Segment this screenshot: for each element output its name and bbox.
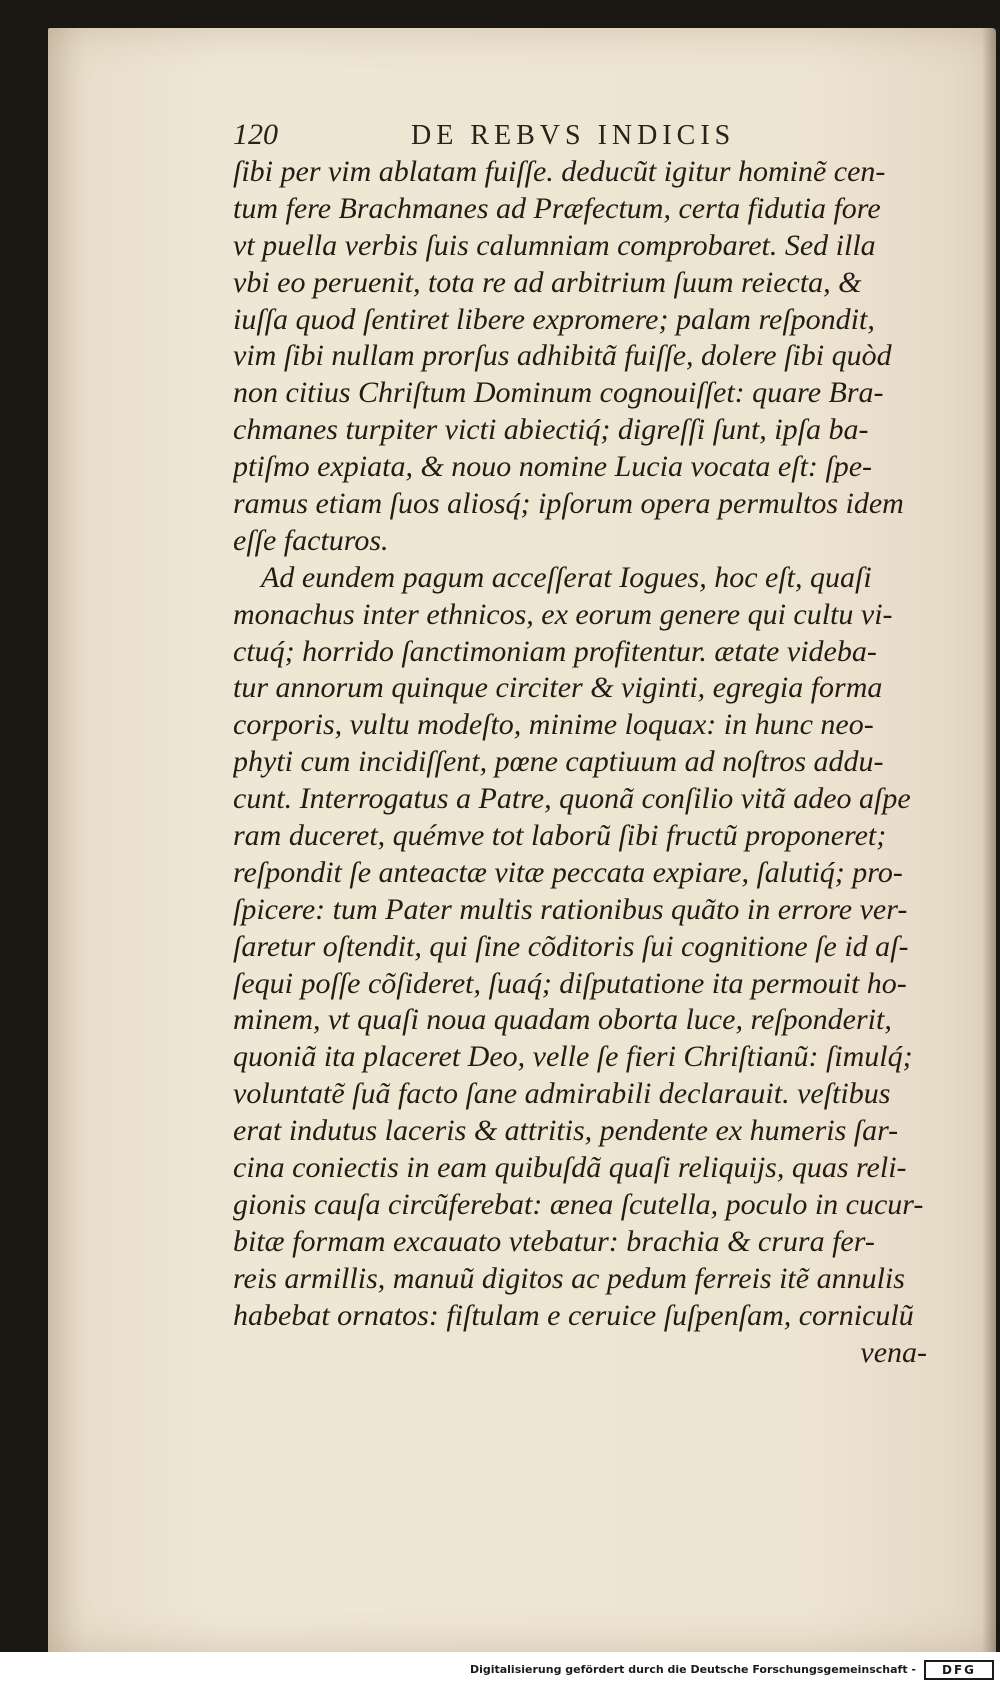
text-line: reſpondit ſe anteactæ vitæ peccata expiare, ſalutiq́; pro-	[233, 855, 903, 889]
text-line: reis armillis, manuũ digitos ac pedum ferreis itẽ annulis	[233, 1261, 905, 1295]
paragraph-start-line: Ad eundem pagum acceſſerat Iogues, hoc eſt, quaſi	[261, 560, 872, 594]
text-line: cunt. Interrogatus a Patre, quonã conſilio vitã adeo aſpe	[233, 782, 911, 816]
text-line: voluntatẽ ſuã facto ſane admirabili declarauit. veſtibus	[233, 1077, 891, 1111]
text-line: bitæ formam excauato vtebatur: brachia & crura fer-	[233, 1224, 875, 1258]
text-line: minem, vt quaſi noua quadam oborta luce, reſponderit,	[233, 1003, 892, 1037]
text-line: erat indutus laceris & attritis, pendente ex humeris ſar-	[233, 1114, 899, 1148]
text-line: vim ſibi nullam prorſus adhibitã fuiſſe, dolere ſibi quòd	[233, 339, 892, 373]
text-line: ram duceret, quémve tot laborũ ſibi fructũ proponeret;	[233, 819, 887, 853]
text-line: non citius Chriſtum Dominum cognouiſſet: quare Bra-	[233, 376, 884, 410]
digitization-footer	[0, 1652, 1000, 1692]
text-line: ſaretur oſtendit, qui ſine cõditoris ſui cognitione ſe id aſ-	[233, 929, 909, 963]
text-line: habebat ornatos: fiſtulam e ceruice ſuſpenſam, corniculũ	[233, 1298, 914, 1332]
text-line: ctuq́; horrido ſanctimoniam profitentur. ætate videba-	[233, 634, 877, 668]
text-line: quoniã ita placeret Deo, velle ſe fieri Chriſtianũ: ſimulq́;	[233, 1040, 913, 1074]
text-line: ſpicere: tum Pater multis rationibus quãto in errore ver-	[233, 892, 908, 926]
body-text	[233, 154, 945, 1371]
text-line: tur annorum quinque circiter & viginti, egregia forma	[233, 671, 883, 705]
text-line: ſibi per vim ablatam fuiſſe. deducũt igitur hominẽ cen-	[233, 155, 886, 188]
text-line: eſſe facturos.	[233, 523, 389, 557]
running-head	[233, 118, 801, 156]
text-line: monachus inter ethnicos, ex eorum genere qui cultu vi-	[233, 597, 893, 631]
dfg-logo: DFG	[924, 1660, 994, 1680]
running-title: DE REBVS INDICIS	[411, 120, 736, 151]
page-edge-shadow	[982, 28, 996, 1652]
text-line: ſequi poſſe cõſideret, ſuaq́; diſputatione ita permouit ho-	[233, 966, 907, 1000]
text-line: gionis cauſa circũferebat: ænea ſcutella, poculo in cucur-	[233, 1187, 924, 1221]
text-line: vt puella verbis ſuis calumniam comprobaret. Sed illa	[233, 228, 876, 262]
text-line: corporis, vultu modeſto, minime loquax: in hunc neo-	[233, 708, 874, 742]
catchword: vena-	[860, 1335, 927, 1369]
page-number: 120	[233, 118, 278, 151]
text-line: tum fere Brachmanes ad Præfectum, certa fidutia fore	[233, 191, 881, 225]
text-line: ptiſmo expiata, & nouo nomine Lucia vocata eſt: ſpe-	[233, 450, 873, 484]
text-line: chmanes turpiter victi abiectiq́; digreſſi ſunt, ipſa ba-	[233, 413, 869, 447]
funding-credit: Digitalisierung gefördert durch die Deutsche Forschungsgemeinschaft -	[469, 1663, 916, 1676]
text-line: vbi eo peruenit, tota re ad arbitrium ſuum reiecta, &	[233, 265, 862, 299]
text-line: phyti cum incidiſſent, pœne captiuum ad noſtros addu-	[233, 745, 884, 779]
text-line: iuſſa quod ſentiret libere expromere; palam reſpondit,	[233, 302, 875, 336]
text-line: cina coniectis in eam quibuſdã quaſi reliquijs, quas reli-	[233, 1151, 907, 1185]
text-line: ramus etiam ſuos aliosq́; ipſorum opera permultos idem	[233, 487, 904, 521]
